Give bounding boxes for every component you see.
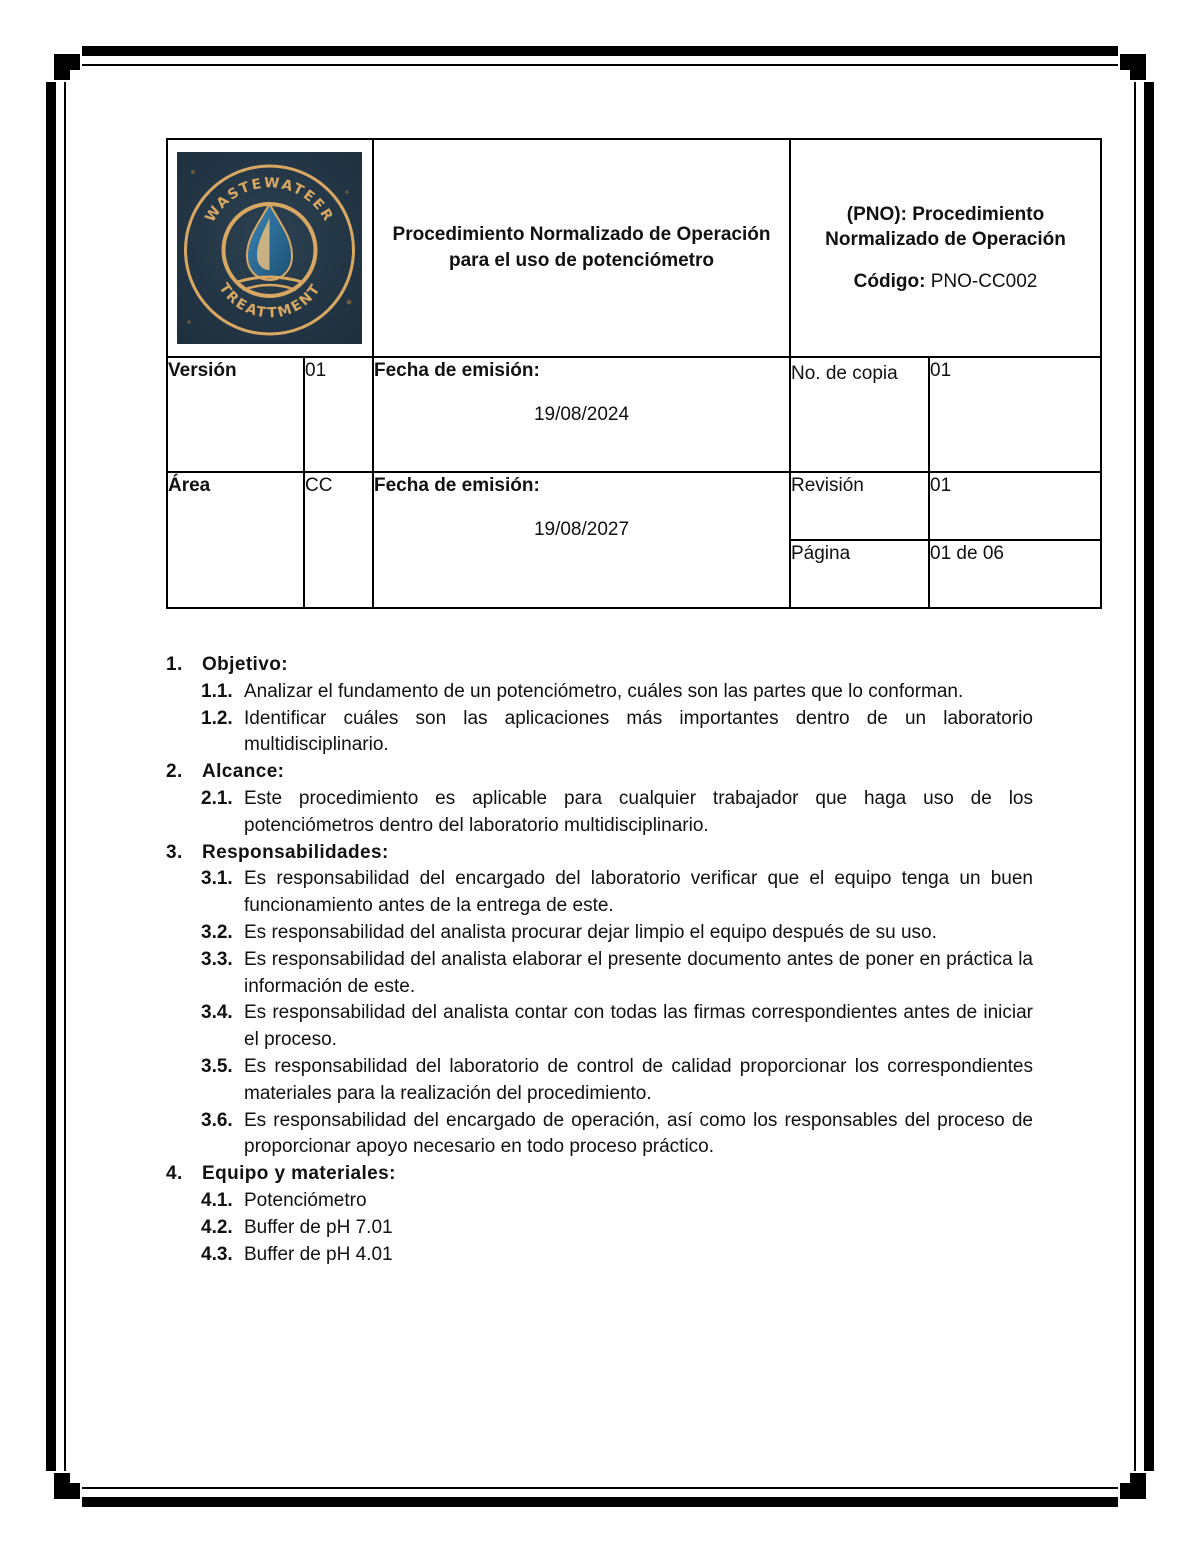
item-number: 1.2. bbox=[201, 707, 233, 729]
codigo bbox=[803, 269, 1088, 295]
fecha-emision2-value: 19/08/2027 bbox=[533, 518, 630, 540]
svg-text:TREATTMENT: TREATTMENT bbox=[215, 280, 325, 322]
section-number: 2. bbox=[166, 761, 183, 783]
list-item bbox=[166, 1242, 1033, 1269]
item-text: Es responsabilidad del encargado del laboratorio verificar que el equipo tenga un buen funcionamiento antes de la entrega de este. bbox=[244, 868, 1033, 917]
pagina-label: Página bbox=[790, 540, 929, 608]
no-copia-label: No. de copia bbox=[790, 357, 929, 472]
item-text: Este procedimiento es aplicable para cualquier trabajador que haga uso de los potenciómetros dentro del laboratorio multidisciplinario. bbox=[244, 787, 1033, 836]
list-item bbox=[166, 1000, 1033, 1054]
item-text: Potenciómetro bbox=[244, 1189, 367, 1211]
area-label: Área bbox=[167, 472, 304, 608]
item-number: 3.5. bbox=[201, 1055, 233, 1077]
codigo-label: Código: bbox=[853, 270, 926, 292]
codigo-value: PNO-CC002 bbox=[930, 270, 1038, 292]
list-item bbox=[166, 1215, 1033, 1242]
item-number: 3.3. bbox=[201, 948, 233, 970]
version-value: 01 bbox=[304, 357, 373, 472]
item-text: Es responsabilidad del laboratorio de control de calidad proporcionar los correspondientes materiales para la realización del procedimiento. bbox=[244, 1055, 1033, 1104]
list-item bbox=[166, 786, 1033, 840]
fecha-emision2-label: Fecha de emisión: bbox=[374, 475, 540, 496]
fecha-emision-cell bbox=[373, 357, 790, 472]
list-item bbox=[166, 679, 1033, 706]
item-number: 3.1. bbox=[201, 868, 233, 890]
item-number: 4.1. bbox=[201, 1189, 233, 1211]
section-heading bbox=[166, 840, 1033, 867]
section-heading bbox=[166, 759, 1033, 786]
item-number: 2.1. bbox=[201, 787, 233, 809]
list-item bbox=[166, 1188, 1033, 1215]
item-text: Buffer de pH 7.01 bbox=[244, 1216, 393, 1238]
item-text: Analizar el fundamento de un potenciómetro, cuáles son las partes que lo conforman. bbox=[244, 680, 964, 702]
logo-cell bbox=[167, 139, 373, 357]
item-number: 3.2. bbox=[201, 921, 233, 943]
item-number: 4.3. bbox=[201, 1243, 233, 1265]
item-text: Buffer de pH 4.01 bbox=[244, 1243, 393, 1265]
list-item bbox=[166, 1054, 1033, 1108]
section-number: 4. bbox=[166, 1163, 183, 1185]
list-item bbox=[166, 866, 1033, 920]
list-item bbox=[166, 920, 1033, 947]
list-item bbox=[166, 706, 1033, 760]
section-heading bbox=[166, 652, 1033, 679]
svg-text:WASTEWATEER: WASTEWATEER bbox=[202, 175, 337, 226]
item-number: 3.6. bbox=[201, 1109, 233, 1131]
fecha-emision-label: Fecha de emisión: bbox=[374, 360, 540, 381]
list-item bbox=[166, 947, 1033, 1001]
no-copia-value: 01 bbox=[929, 357, 1101, 472]
section-heading bbox=[166, 1161, 1033, 1188]
pno-title: (PNO): Procedimiento Normalizado de Operación bbox=[825, 203, 1066, 251]
area-value: CC bbox=[304, 472, 373, 608]
fecha-emision-value: 19/08/2024 bbox=[533, 403, 630, 425]
document-header-table bbox=[166, 138, 1102, 609]
item-text: Es responsabilidad del analista elaborar el presente documento antes de poner en práctica la información de este. bbox=[244, 948, 1033, 997]
version-label: Versión bbox=[167, 357, 304, 472]
list-item bbox=[166, 1108, 1033, 1162]
document-body bbox=[166, 652, 1033, 1268]
item-text: Es responsabilidad del encargado de operación, así como los responsables del proceso de proporcionar apoyo necesario en todo proceso práctico. bbox=[244, 1109, 1033, 1158]
item-text: Es responsabilidad del analista procurar dejar limpio el equipo después de su uso. bbox=[244, 921, 937, 943]
section-title: Equipo y materiales: bbox=[202, 1163, 396, 1185]
section-number: 3. bbox=[166, 841, 183, 863]
section-title: Objetivo: bbox=[202, 654, 288, 675]
pno-cell bbox=[790, 139, 1101, 357]
revision-value: 01 bbox=[929, 472, 1101, 540]
item-text: Identificar cuáles son las aplicaciones más importantes dentro de un laboratorio multidisciplinario. bbox=[244, 707, 1033, 756]
section-title: Responsabilidades: bbox=[202, 841, 389, 863]
fecha-emision2-cell bbox=[373, 472, 790, 608]
revision-label: Revisión bbox=[790, 472, 929, 540]
item-number: 4.2. bbox=[201, 1216, 233, 1238]
document-title: Procedimiento Normalizado de Operación para el uso de potenciómetro bbox=[373, 139, 790, 357]
water-drop-emblem-icon bbox=[177, 152, 362, 344]
pagina-value: 01 de 06 bbox=[929, 540, 1101, 608]
section-title: Alcance: bbox=[202, 761, 285, 783]
item-number: 3.4. bbox=[201, 1002, 233, 1024]
item-text: Es responsabilidad del analista contar con todas las firmas correspondientes antes de iniciar el proceso. bbox=[244, 1002, 1033, 1051]
item-number: 1.1. bbox=[201, 680, 233, 702]
section-number: 1. bbox=[166, 654, 183, 675]
